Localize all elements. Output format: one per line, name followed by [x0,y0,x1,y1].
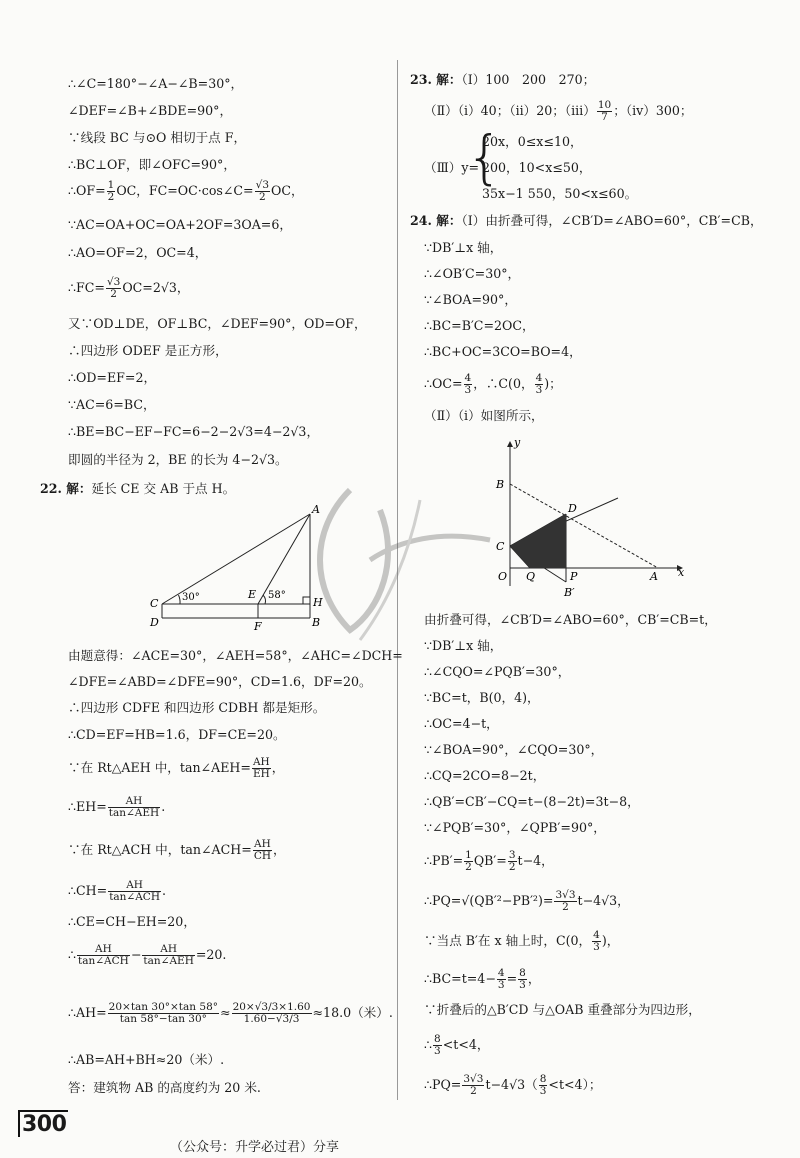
figure-22 [140,502,340,632]
text-line: ∴四边形 CDFE 和四边形 CDBH 都是矩形。 [68,700,326,715]
column-divider [397,60,398,1100]
fraction: $\frac{8}{3}$ [539,1073,547,1097]
figure-24 [490,436,690,606]
text-line: 答：建筑物 AB 的高度约为 20 米. [68,1080,261,1095]
text-line: ∴OC= $\frac{4}{3}$ ，∴C(0， $\frac{4}{3}$ )； [424,372,562,396]
text-line: ∴AB=AH+BH≈20（米）. [68,1052,225,1067]
question-23: 23. 解：（Ⅰ）100 200 270； [410,72,596,87]
label-58deg: 58° [268,590,286,601]
fraction: $\frac{20\times√3/3\times 1.60}{1.60-√3/3}$ [232,1001,311,1025]
fraction: $\frac{√3}{2}$ [106,276,121,300]
text-line: （Ⅱ）（ⅰ）40；（ⅱ）20；（ⅲ） $\frac{10}{7}$ ；（ⅳ）300； [424,99,693,123]
text-line: 即圆的半径为 2，BE 的长为 4−2√3。 [68,452,288,467]
label-H: H [313,596,323,609]
question-24: 24. 解：（Ⅰ）由折叠可得，∠CB′D=∠ABO=60°，CB′=CB， [410,213,763,228]
text-line: ∴OC=4−t， [424,716,499,731]
fraction: $\frac{AH}{\text{tan∠AEH}}$ [108,795,160,819]
text-line: ∵在 Rt△ACH 中，tan∠ACH= $\frac{AH}{CH}$ ， [68,838,286,862]
axis-x-label: x [678,566,685,579]
text-line: ∵∠PQB′=30°，∠QPB′=90°， [424,820,606,835]
text-line: ∴PQ= $\frac{3√3}{2}$ t−4√3（ $\frac{8}{3}$ <t<4）； [424,1073,602,1097]
text-line: ∴BC+OC=3CO=BO=4， [424,344,582,359]
label-B: B [312,616,321,629]
text-line: ∴PB′= $\frac{1}{2}$ QB′= $\frac{3}{2}$ t−4， [424,849,554,873]
page-number: 300 [18,1110,68,1137]
label-D: D [150,616,159,629]
text-line: 又∵OD⊥DE，OF⊥BC，∠DEF=90°，OD=OF， [68,316,367,331]
fraction: $\frac{4}{3}$ [535,372,543,396]
text-line: ∠DFE=∠ABD=∠DFE=90°，CD=1.6，DF=20。 [68,674,372,689]
fraction: $\frac{3}{2}$ [508,849,516,873]
text-line: ∵当点 B′在 x 轴上时，C(0， $\frac{4}{3}$ )， [424,929,620,953]
piecewise-brace: { [466,123,503,191]
fraction: $\frac{4}{3}$ [497,967,505,991]
text-line: 由题意得：∠ACE=30°，∠AEH=58°，∠AHC=∠DCH= [68,648,403,663]
text-line: ∴CQ=2CO=8−2t， [424,768,546,783]
text-line: ∵折叠后的△B′CD 与△OAB 重叠部分为四边形， [424,1002,701,1017]
text-line: ∴CD=EF=HB=1.6，DF=CE=20。 [68,727,286,742]
text-line: ∴OD=EF=2， [68,370,157,385]
text-line: ∴BC=t=4− $\frac{4}{3}$ = $\frac{8}{3}$ ， [424,967,541,991]
text-line: ∴CE=CH−EH=20， [68,914,196,929]
fraction: $\frac{4}{3}$ [593,929,600,953]
label-E: E [248,588,257,601]
text-line: ∵AC=OA+OC=OA+2OF=3OA=6， [68,217,292,232]
text-line: ∴ $\frac{AH}{\text{tan∠ACH}}$ − $\frac{AH}{\text{tan∠AEH}}$ =20. [68,943,227,967]
label-C: C [496,540,505,553]
fraction: $\frac{4}{3}$ [464,372,472,396]
label-30deg: 30° [182,592,200,603]
text-line: ∴PQ=√(QB′²−PB′²)= $\frac{3√3}{2}$ t−4√3， [424,889,630,913]
text-line: ∴∠C=180°−∠A−∠B=30°， [68,76,244,91]
footer-credit: （公众号：升学必过君）分享 [170,1140,340,1155]
fraction: $\frac{3√3}{2}$ [555,889,576,913]
text-line: ∵∠BOA=90°，∠CQO=30°， [424,742,604,757]
text-line: ∴BE=BC−EF−FC=6−2−2√3=4−2√3， [68,424,320,439]
text-line: ∵AC=6=BC， [68,397,156,412]
text-line: ∵DB′⊥x 轴， [424,240,503,255]
label-A: A [650,570,658,583]
fraction: $\frac{AH}{\text{tan∠AEH}}$ [143,943,194,967]
piecewise-case: 200，10<x≤50， [482,160,592,175]
label-F: F [254,620,262,632]
fraction: $\frac{8}{3}$ [519,967,526,991]
fraction: $\frac{1}{2}$ [107,179,115,203]
fraction: $\frac{1}{2}$ [465,849,472,873]
text-line: ∴ $\frac{8}{3}$ <t<4， [424,1033,490,1057]
text-line: ∴四边形 ODEF 是正方形， [68,343,228,358]
text-line: ∴∠OB′C=30°， [424,266,521,281]
fraction: $\frac{20\times\tan 30^\circ\times\tan 58^\circ}{\tan 58^\circ-\tan 30^\circ}$ [108,1001,218,1025]
fraction: $\frac{8}{3}$ [434,1033,441,1057]
fraction: $\frac{3√3}{2}$ [463,1073,484,1097]
fraction: $\frac{AH}{CH}$ [253,838,272,862]
piecewise-case: 35x−1 550，50<x≤60。 [482,186,638,201]
text-line: ∠DEF=∠B+∠BDE=90°， [68,103,233,118]
label-C: C [150,597,159,610]
fraction: $\frac{AH}{\text{tan∠ACH}}$ [78,943,129,967]
text-line: （Ⅱ）（ⅰ）如图所示， [424,408,544,423]
text-line: ∴∠CQO=∠PQB′=30°， [424,664,571,679]
axis-y-label: y [514,436,521,449]
label-Q: Q [526,570,536,583]
text-line: ∴QB′=CB′−CQ=t−(8−2t)=3t−8， [424,794,640,809]
fraction: $\frac{10}{7}$ [597,99,612,123]
text-line: ∴EH= $\frac{AH}{\text{tan∠AEH}}$ . [68,795,166,819]
text-line: （Ⅲ）y= [424,160,479,175]
text-line: ∴FC= $\frac{√3}{2}$ OC=2√3， [68,276,190,300]
label-P: P [570,570,578,583]
fraction: $\frac{√3}{2}$ [255,179,269,203]
label-D: D [568,502,577,515]
fraction: $\frac{AH}{\text{tan∠ACH}}$ [109,879,161,903]
label-B-prime: B′ [564,586,575,599]
text-line: ∵DB′⊥x 轴， [424,638,503,653]
text-line: ∴OF= $\frac{1}{2}$ OC，FC=OC·cos∠C= $\frac{√3}{2}$ OC， [68,179,304,203]
question-22: 22. 解：延长 CE 交 AB 于点 H。 [40,481,236,496]
text-line: 由折叠可得，∠CB′D=∠ABO=60°，CB′=CB=t， [424,612,717,627]
text-line: ∴CH= $\frac{AH}{\text{tan∠ACH}}$ . [68,879,167,903]
text-line: ∵BC=t，B(0，4)， [424,690,540,705]
piecewise-case: 20x，0≤x≤10， [482,134,583,149]
text-line: ∴BC⊥OF，即∠OFC=90°， [68,157,236,172]
text-line: ∵线段 BC 与⊙O 相切于点 F， [68,130,247,145]
label-B: B [496,478,505,491]
text-line: ∴AO=OF=2，OC=4， [68,245,208,260]
text-line: ∵在 Rt△AEH 中，tan∠AEH= $\frac{AH}{EH}$ ， [68,756,285,780]
text-line: ∵∠BOA=90°， [424,292,517,307]
text-line: ∴BC=B′C=2OC， [424,318,535,333]
label-O: O [498,570,508,583]
fraction: $\frac{AH}{EH}$ [252,756,270,780]
label-A: A [312,503,320,516]
text-line: ∴AH= $\frac{20\times\tan 30^\circ\times\tan 58^\circ}{\tan 58^\circ-\tan 30^\circ}$ ≈ $\frac{20\times√3/3\times 1.60}{1.60-√3/3}$ ≈18.0（米）. [68,1001,393,1025]
